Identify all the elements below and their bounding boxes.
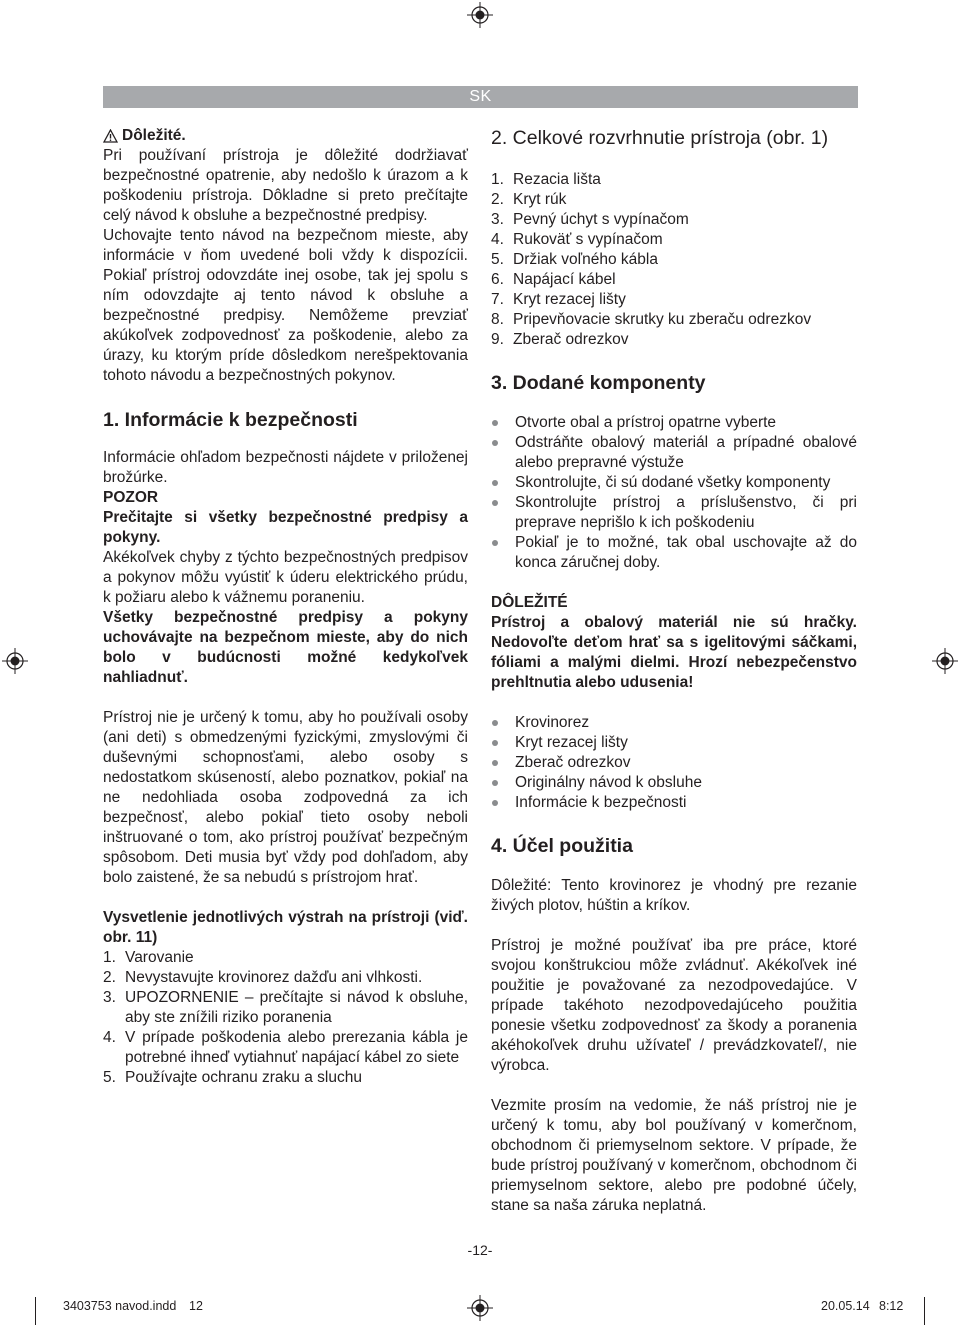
list-item: 4. V prípade poškodenia alebo prerezania kábla je potrebné ihneď vytiahnuť napájací kábel zo siete	[103, 1029, 468, 1066]
language-header-bar	[103, 86, 858, 108]
section-4-title: 4. Účel použitia	[491, 835, 633, 857]
bullet-icon	[491, 433, 515, 473]
bullet-icon	[491, 493, 515, 533]
list-item: 3. UPOZORNENIE – prečítajte si návod k obsluhe, aby ste znížili riziko poranenia	[103, 989, 468, 1026]
list-item: Skontrolujte, či sú dodané všetky komponenty	[491, 473, 857, 493]
important-bold-text: Prístroj a obalový materiál nie sú hračky. Nedovoľte deťom hrať sa s igelitovými sáčkami, fóliami a malými dielmi. Hrozí nebezpečenstvo prehltnutia alebo udusenia!	[491, 614, 857, 691]
warning-triangle-icon	[103, 129, 118, 143]
usage-restrictions-paragraph: Prístroj nie je určený k tomu, aby ho používali osoby (ani deti) s obmedzenými fyzickými, zmyslovými či duševnými schopnosťami, alebo osoby s nedostatkom skúseností, alebo poznatkov, pokiaľ na ne nedohliada osoba zodpovedná za ich bezpečnosť, alebo pokiaľ tieto osoby neboli inštruované o tom, ako prístroj používať bezpečným spôsobom. Deti musia byť vždy pod dohľadom, aby bolo zaistené, že sa nebudú s prístrojom hrať.	[103, 709, 468, 886]
bullet-icon	[491, 733, 515, 753]
section-1-paragraph: Informácie ohľadom bezpečnosti nájdete v priloženej brožúrke.	[103, 449, 468, 486]
section-1-title: 1. Informácie k bezpečnosti	[103, 409, 358, 431]
list-item: 8. Pripevňovacie skrutky ku zberaču odrezkov	[491, 311, 812, 328]
keep-instructions-text: Všetky bezpečnostné predpisy a pokyny uchovávajte na bezpečnom mieste, aby do nich bolo v budúcnosti možné kedykoľvek nahliadnuť.	[103, 609, 468, 686]
purpose-paragraph-2: Prístroj je možné používať iba pre práce, ktoré svojou konštrukciou môže zvládnuť. Akékoľvek iné použitie je považované za nezodpovedajúce. V prípade takéhoto nezodpovedajúceho použitia ponesie všetku zodpovednosť za škody a poranenia akéhokoľvek druhu užívateľ / prevádzkovateľ/, nie výrobca.	[491, 937, 857, 1074]
list-item: Originálny návod k obsluhe	[491, 773, 857, 793]
unpack-steps-list	[491, 413, 857, 573]
crop-mark	[924, 1297, 925, 1325]
footer-time: 8:12	[879, 1299, 904, 1313]
list-item: Kryt rezacej lišty	[491, 733, 857, 753]
list-item: 2. Nevystavujte krovinorez dažďu ani vlhkosti.	[103, 969, 423, 986]
registration-mark-top-icon	[467, 2, 493, 28]
footer-date: 20.05.14	[821, 1299, 870, 1313]
list-item: Informácie k bezpečnosti	[491, 793, 857, 813]
purpose-paragraph-1: Dôležité: Tento krovinorez je vhodný pre rezanie živých plotov, húštin a kríkov.	[491, 877, 857, 914]
bullet-icon	[491, 793, 515, 813]
list-item: 2. Kryt rúk	[491, 191, 567, 208]
page-number: -12-	[467, 1242, 493, 1258]
pozor-text: Akékoľvek chyby z týchto bezpečnostných predpisov a pokynov môžu vyústiť k úderu elektrického prúdu, k požiaru alebo k vážnemu poraneniu.	[103, 549, 468, 606]
list-item: 6. Napájací kábel	[491, 271, 616, 288]
components-list	[491, 713, 857, 813]
registration-mark-right-icon	[932, 648, 958, 674]
list-item: Pokiaľ je to možné, tak obal uschovajte až do konca záručnej doby.	[491, 533, 857, 573]
bullet-icon	[491, 713, 515, 733]
warnings-list	[103, 948, 468, 1088]
footer-page: 12	[189, 1299, 203, 1313]
registration-mark-left-icon	[2, 648, 28, 674]
bullet-icon	[491, 413, 515, 433]
left-column	[103, 126, 468, 1088]
bullet-icon	[491, 533, 515, 573]
list-item: Otvorte obal a prístroj opatrne vyberte	[491, 413, 857, 433]
bullet-icon	[491, 753, 515, 773]
list-item: Zberač odrezkov	[491, 753, 857, 773]
important-label: DÔLEŽITÉ	[491, 594, 568, 611]
pozor-bold-text: Prečitajte si všetky bezpečnostné predpisy a pokyny.	[103, 509, 468, 546]
list-item: 3. Pevný úchyt s vypínačom	[491, 211, 689, 228]
warnings-title: Vysvetlenie jednotlivých výstrah na prístroji (viď. obr. 11)	[103, 909, 468, 946]
list-item: 9. Zberač odrezkov	[491, 331, 629, 348]
important-heading-text: Dôležité.	[122, 127, 186, 144]
pozor-label: POZOR	[103, 489, 159, 506]
parts-list	[491, 170, 857, 350]
list-item: 5. Držiak voľného kábla	[491, 251, 658, 268]
language-code: SK	[469, 88, 492, 105]
bullet-icon	[491, 773, 515, 793]
list-item: 1. Varovanie	[103, 949, 194, 966]
list-item: Odstráňte obalový materiál a prípadné obalové alebo prepravné výstuže	[491, 433, 857, 473]
list-item: 5. Používajte ochranu zraku a sluchu	[103, 1069, 362, 1086]
registration-mark-bottom-icon	[467, 1295, 493, 1321]
important-paragraph-1: Pri používaní prístroja je dôležité dodržiavať bezpečnostné opatrenie, aby nedošlo k úrazom a k poškodeniu prístroja. Dôkladne si preto prečítajte celý návod k obsluhe a bezpečnostné predpisy.	[103, 147, 468, 224]
purpose-paragraph-3: Vezmite prosím na vedomie, že náš prístroj nie je určený k tomu, aby bol používaný v komerčnom, obchodnom či priemyselnom sektore. V prípade, že bude prístroj používaný v komerčnom, obchodnom či priemyselnom sektore, alebo pre podobné účely, stane sa naša záruka neplatná.	[491, 1097, 857, 1214]
bullet-icon	[491, 473, 515, 493]
list-item: 1. Rezacia lišta	[491, 171, 601, 188]
crop-mark	[35, 1297, 36, 1325]
list-item: Krovinorez	[491, 713, 857, 733]
important-paragraph-2: Uchovajte tento návod na bezpečnom mieste, aby informácie v ňom uvedené boli vždy k dispozícii. Pokiaľ prístroj odovzdáte inej osobe, tak jej spolu s ním odovzdajte aj tento návod k obsluhe a bezpečnostné predpisy. Nemôžeme prevziať akúkoľvek zodpovednosť za poškodenie, alebo za úrazy, ku ktorým príde dôsledkom nerešpektovania tohoto návodu a bezpečnostných pokynov.	[103, 227, 468, 384]
section-3-title: 3. Dodané komponenty	[491, 372, 706, 394]
list-item: Skontrolujte prístroj a príslušenstvo, či pri preprave neprišlo k ich poškodeniu	[491, 493, 857, 533]
important-heading	[103, 126, 468, 146]
list-item: 4. Rukoväť s vypínačom	[491, 231, 663, 248]
section-2-title: 2. Celkové rozvrhnutie prístroja (obr. 1)	[491, 127, 829, 149]
list-item: 7. Kryt rezacej lišty	[491, 291, 626, 308]
right-column	[491, 126, 857, 1216]
footer-filename: 3403753 navod.indd	[63, 1299, 177, 1313]
